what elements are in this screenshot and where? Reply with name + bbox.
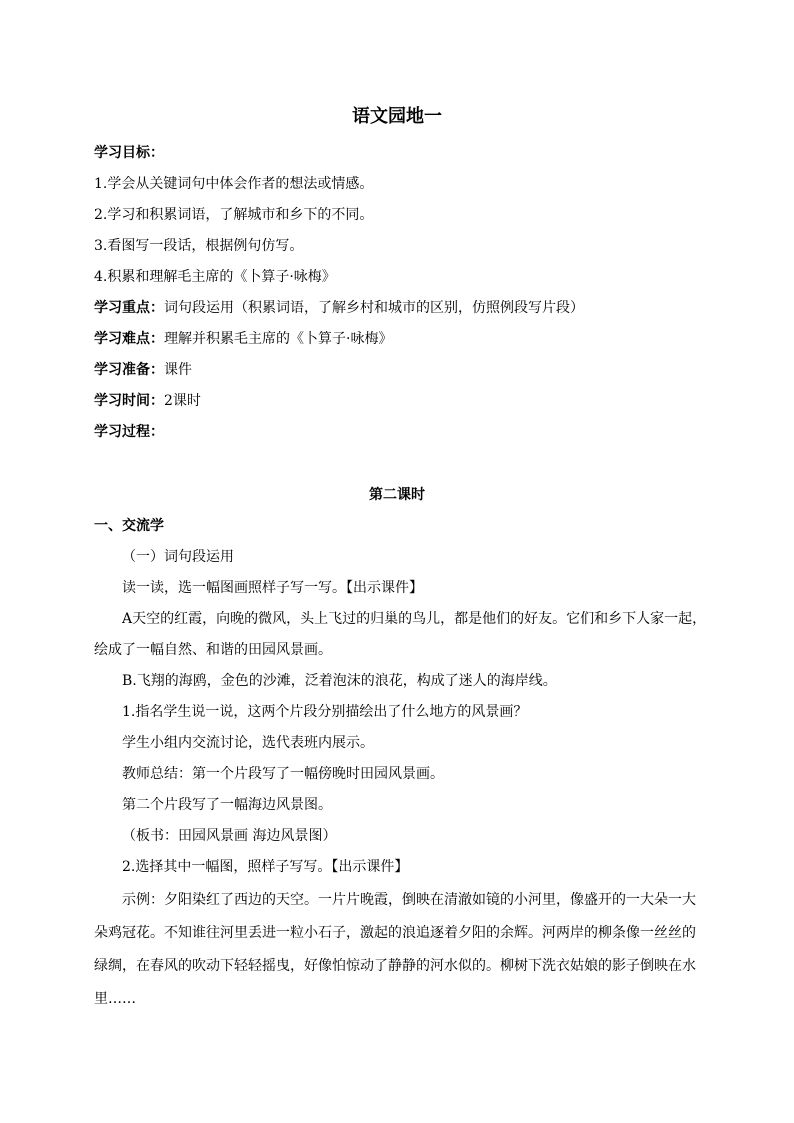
paragraph-a-line: 绘成了一幅自然、和谐的田园风景画。 [94, 642, 332, 658]
page-title: 语文园地一 [352, 106, 442, 127]
difficulty-label: 学习难点： [94, 331, 164, 347]
example-line: 里…… [94, 991, 136, 1007]
preparation [94, 362, 192, 378]
preparation-text: 课件 [164, 362, 192, 378]
goal-item: 4.积累和理解毛主席的《卜算子·咏梅》 [94, 269, 336, 285]
section-heading: 一、交流学 [94, 518, 164, 534]
goal-item: 2.学习和积累词语，了解城市和乡下的不同。 [94, 207, 374, 223]
key-point-text: 词句段运用（积累词语，了解乡村和城市的区别，仿照例段写片段） [164, 300, 584, 316]
goal-item: 3.看图写一段话，根据例句仿写。 [94, 238, 304, 254]
goals-heading: 学习目标： [94, 145, 164, 161]
process-heading: 学习过程： [94, 424, 164, 440]
example-line: 示例：夕阳染红了西边的天空。一片片晚霞，倒映在清澈如镜的小河里，像盛开的一大朵一大 [122, 892, 696, 908]
lesson-title: 第二课时 [369, 487, 425, 503]
subsection-heading: （一）词句段运用 [122, 549, 234, 565]
paragraph-a-line: A天空的红霞，向晚的微风，头上飞过的归巢的鸟儿，都是他们的好友。它们和乡下人家一起， [122, 611, 707, 627]
difficulty-text: 理解并积累毛主席的《卜算子·咏梅》 [164, 331, 393, 347]
teacher-summary: 教师总结：第一个片段写了一幅傍晚时田园风景画。 [122, 766, 444, 782]
study-time [94, 393, 201, 409]
preparation-label: 学习准备： [94, 362, 164, 378]
key-point-label: 学习重点： [94, 300, 164, 316]
question-1: 1.指名学生说一说，这两个片段分别描绘出了什么地方的风景画？ [122, 704, 528, 720]
goal-item: 1.学会从关键词句中体会作者的想法或情感。 [94, 176, 374, 192]
key-point [94, 300, 584, 316]
second-segment: 第二个片段写了一幅海边风景图。 [122, 797, 332, 813]
group-discussion: 学生小组内交流讨论，选代表班内展示。 [122, 735, 374, 751]
example-line: 朵鸡冠花。不知谁往河里丢进一粒小石子，激起的浪追逐着夕阳的余辉。河两岸的柳条像一丝丝的 [94, 925, 696, 941]
paragraph-b: B.飞翔的海鸥，金色的沙滩，泛着泡沫的浪花，构成了迷人的海岸线。 [122, 673, 557, 689]
study-time-label: 学习时间： [94, 393, 164, 409]
difficulty [94, 331, 392, 347]
question-2: 2.选择其中一幅图，照样子写写。【出示课件】 [122, 859, 409, 875]
study-time-text: 2课时 [164, 393, 201, 409]
example-line: 绿绸，在春风的吹动下轻轻摇曳，好像怕惊动了静静的河水似的。柳树下洗衣姑娘的影子倒映在水 [94, 958, 696, 974]
board-note: （板书：田园风景画 海边风景图） [122, 828, 337, 844]
read-instruction: 读一读，选一幅图画照样子写一写。【出示课件】 [122, 580, 423, 596]
